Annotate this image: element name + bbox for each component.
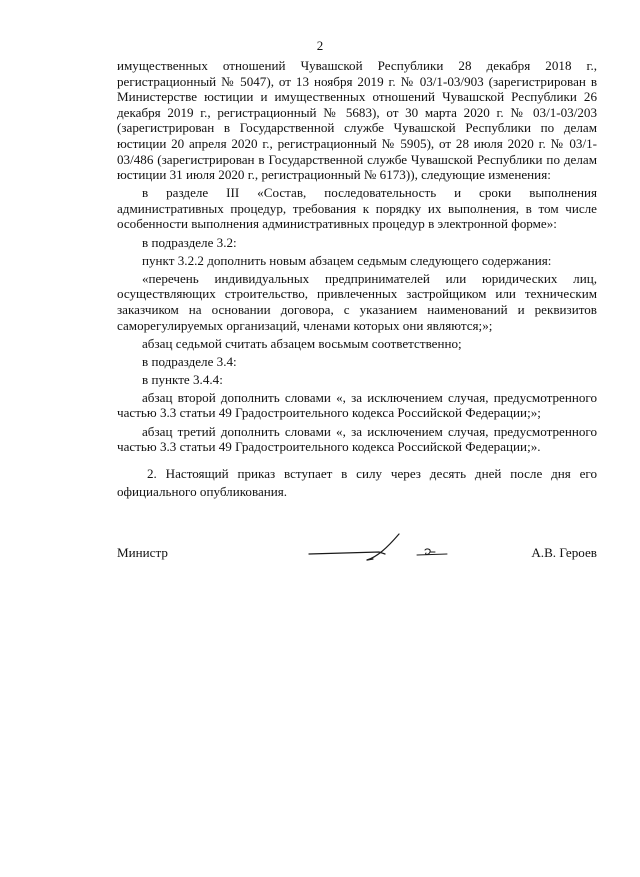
paragraph-subsection-3-4: в подразделе 3.4: — [142, 353, 237, 369]
handwritten-signature — [307, 530, 467, 570]
signatory-name: А.В. Героев — [531, 545, 597, 560]
page-number: 2 — [316, 38, 324, 53]
paragraph-quoted-list: «перечень индивидуальных предпринимателей или юридических лиц, осуществляющих строительство, привлеченных застройщиком или техническим заказчиком на основании договора, с указанием наименований и реквизитов саморегулируемых организаций, членами которых они являются;»; — [117, 270, 597, 333]
paragraph-amendment-references: имущественных отношений Чувашской Республики 28 декабря 2018 г., регистрационный № 5047), от 13 ноября 2019 г. № 03/1-03/903 (зарегистрирован в Министерстве юстиции и имущественных отношений Чувашской Республики 26 декабря 2019 г., регистрационный № 5683), от 30 марта 2020 г. № 03/1-03/203 (зарегистрирован в Государственной службе Чувашской Республики по делам юстиции 20 апреля 2020 г., регистрационный № 5905), от 28 июля 2020 г. № 03/1-03/486 (зарегистрирован в Государственной службе Чувашской Республики по делам юстиции 31 июля 2020 г., регистрационный № 6173)), следующие изменения: — [117, 58, 597, 183]
signature-block — [117, 540, 597, 570]
paragraph-item-3-4-4: в пункте 3.4.4: — [142, 371, 223, 387]
paragraph-section-iii: в разделе III «Состав, последовательность и сроки выполнения административных процедур, требования к порядку их выполнения, в том числе особенности выполнения административных процедур в электронной форме»: — [117, 185, 597, 232]
paragraph-item-3-2-2: пункт 3.2.2 дополнить новым абзацем седьмым следующего содержания: — [142, 252, 552, 268]
document-body — [117, 58, 597, 455]
paragraph-renumber: абзац седьмой считать абзацем восьмым соответственно; — [142, 335, 462, 351]
paragraph-third-abzac: абзац третий дополнить словами «, за исключением случая, предусмотренного частью 3.3 статьи 49 Градостроительного кодекса Российской Федерации;». — [117, 423, 597, 455]
paragraph-second-abzac: абзац второй дополнить словами «, за исключением случая, предусмотренного частью 3.3 статьи 49 Градостроительного кодекса Российской Федерации;»; — [117, 389, 597, 421]
paragraph-effective-date: 2. Настоящий приказ вступает в силу через десять дней после дня его официального опубликования. — [117, 466, 597, 499]
paragraph-subsection-3-2: в подразделе 3.2: — [142, 234, 237, 250]
signatory-title: Министр — [117, 545, 168, 560]
